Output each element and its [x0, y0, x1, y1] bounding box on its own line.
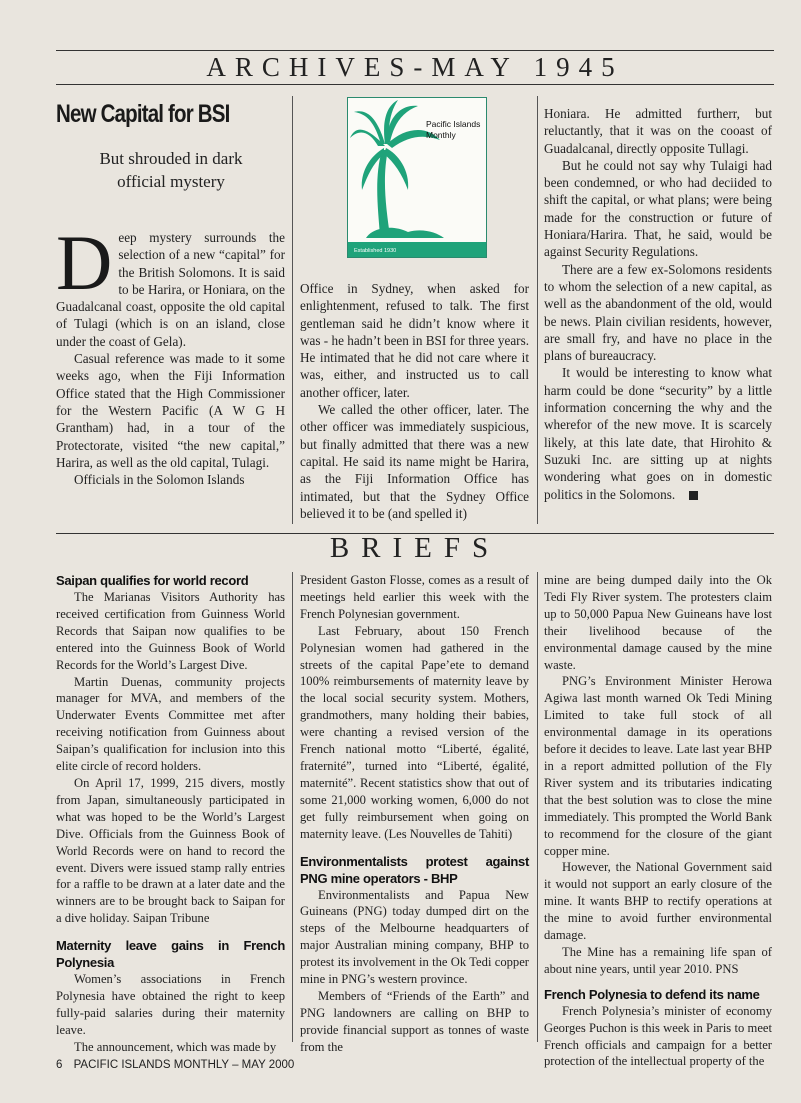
archive-paragraph: eep mystery surrounds the selection of a new “capital” for the British Solomons. It is said to be Harira, or Honiara, on the Guadalcanal coast, opposite the old capital of Tulagi (which is on an island, close under the coast of Gela). [56, 230, 285, 349]
deck-line-1: But shrouded in dark [99, 149, 243, 168]
article-headline: New Capital for BSI [56, 100, 230, 128]
logo-title-1: Pacific Islands [426, 119, 481, 129]
logo-established: Established 1930 [354, 248, 397, 254]
palm-tree-icon [348, 98, 486, 257]
archives-banner-rule [56, 84, 774, 85]
archive-paragraph: Honiara. He admitted furtherr, but reluctantly, that it was on the cooast of Guadalcanal, directly opposite Tullagi. [544, 106, 772, 156]
brief-heading: French Polynesia to defend its name [544, 986, 760, 1002]
brief-paragraph: Members of “Friends of the Earth” and PNG landowners are calling on BHP to provide financial support as tonnes of waste from the [300, 988, 529, 1054]
brief-paragraph: The Marianas Visitors Authority has received certification from Guinness World Records that Saipan now qualifies to be entered into the Guinness Book of World Records for the World’s Largest Dive. [56, 590, 285, 672]
briefs-column-3 [544, 572, 772, 1070]
brief-paragraph: The announcement, which was made by [74, 1039, 277, 1054]
brief-paragraph: President Gaston Flosse, comes as a result of meetings held earlier this week with the French Polynesian government. [300, 573, 529, 621]
end-of-article-mark [689, 491, 698, 500]
logo-title-2: Monthly [426, 130, 456, 140]
briefs-banner: BRIEFS [329, 532, 501, 564]
brief-paragraph: French Polynesia’s minister of economy Georges Puchon is this week in Paris to meet French officials and campaign for a better protection of the intellectual property of the [544, 1003, 772, 1069]
deck-line-2: official mystery [117, 172, 225, 191]
archives-banner: ARCHIVES-MAY 1945 [206, 52, 624, 82]
briefs-column-2 [300, 572, 529, 1056]
page-number: 6 [56, 1059, 63, 1071]
brief-paragraph: mine are being dumped daily into the Ok Tedi Fly River system. The protesters claim up to 50,000 Papua New Guineans have lost their livelihood because of the environmental damage caused by the mine waste. [544, 573, 772, 672]
archive-column-3 [544, 105, 772, 503]
archive-paragraph: But he could not say why Tulaigi had been condemned, or who had deciided to shift the capital, or what plans; were being made for the construction or future of Honiara/Harira. That, he said, would be against Security Regulations. [544, 157, 772, 260]
brief-heading: Environmentalists protest against PNG mine operators - BHP [300, 853, 529, 886]
brief-paragraph: Women’s associations in French Polynesia have obtained the right to keep fully-paid salaries during their maternity leave. [56, 972, 285, 1037]
pacific-islands-monthly-logo [347, 97, 487, 258]
brief-paragraph: Martin Duenas, community projects manager for MVA, and members of the Underwater Events Committee met after receiving notification from Guinness about Saipan’s qualification for inclusion into this elite circle of record holders. [56, 674, 285, 774]
archive-column-1 [56, 219, 285, 488]
footer-publication: PACIFIC ISLANDS MONTHLY – MAY 2000 [73, 1059, 295, 1071]
drop-cap: D [56, 219, 113, 306]
archive-paragraph [544, 364, 772, 502]
article-deck [56, 147, 286, 193]
brief-paragraph: The Mine has a remaining life span of about nine years, until year 2010. PNS [544, 944, 772, 976]
column-divider [292, 96, 293, 524]
column-divider [292, 572, 293, 1042]
brief-paragraph: Environmentalists and Papua New Guineans (PNG) today dumped dirt on the steps of the Melbourne headquarters of major Australian mining company, BHP to protest its involvement in the Ok Tedi copper mine in PNG’s western province. [300, 887, 529, 987]
archive-paragraph: Casual reference was made to it some weeks ago, when the Fiji Information Office stated that the High Commissioner for the Western Pacific (A W G H Grantham) had, in a tour of the Protectorate, visited “the new capital,” Harira, as well as the old capital, Tulagi. [56, 351, 285, 470]
archive-paragraph: Office in Sydney, when asked for enlightenment, refused to talk. The first gentleman said he didn’t know where it was - he hadn’t been in BSI for three years. He intimated that he did not care where it was, either, and instructed us to call another officer, later. [300, 281, 529, 400]
brief-paragraph: On April 17, 1999, 215 divers, mostly from Japan, simultaneously participated in what was hoped to be the World’s Largest Dive. Officials from the Guinness Book of World Records were on hand to record the event. Divers were issued stamp rally entries for a raffle to be drawn at a later date and the winners are to be brought back to Saipan for a dive holiday. Saipan Tribune [56, 775, 285, 926]
archive-paragraph-text: It would be interesting to know what harm could be done “security” by a little information concerning the why and the wherefor of the new move. It is scarcely likely, at this late date, that Hirohito & Suzuki Inc. are sitting up at nights wondering what goes on in domestic politics in the Solomons. [544, 365, 772, 502]
archive-paragraph: We called the other officer, later. The other officer was immediately suspicious, but finally admitted that there was a new capital. He said its name might be Harira, as the Fiji Information Office has intimated, but that the Sydney Office believed it to be (and spelled it) [300, 402, 529, 521]
archive-paragraph: There are a few ex-Solomons residents to whom the selection of a new capital, as well as the abandonment of the old, would be news. Plain civilian residents, however, are small fry, and have no place in the plans of bureaucracy. [544, 261, 772, 364]
column-divider [537, 572, 538, 1042]
archive-paragraph: Officials in the Solomon Islands [74, 472, 245, 488]
page-footer [56, 1059, 294, 1071]
brief-heading: Saipan qualifies for world record [56, 573, 249, 588]
top-rule [56, 50, 774, 51]
archive-column-2 [300, 280, 529, 522]
column-divider [537, 96, 538, 524]
brief-paragraph: However, the National Government said it would not support an early closure of the mine. It wants BHP to rectify operations at the mine to avoid further environmental damage. [544, 860, 772, 943]
brief-heading: Maternity leave gains in French Polynesia [56, 938, 285, 971]
briefs-column-1 [56, 572, 285, 1056]
brief-paragraph: PNG’s Environment Minister Herowa Agiwa last month warned Ok Tedi Mining Limited to take full stock of all environmental damage in its operations before it decides to leave. Late last year BHP in a report admitted pollution of the Fly River system and its tributaries indicating that the best solution was to close the mine immediately. This prompted the World Bank to recommend for the closure of the giant copper mine. [544, 674, 772, 858]
brief-paragraph: Last February, about 150 French Polynesian women had gathered in the streets of the capital Pape’ete to demand 100% reimbursements of maternity leave by the local social security system. Mothers, grandmothers, many holding their babies, were chanting a revised version of the French national motto “Liberté, égalité, fraternité”, turned into “Liberté, égalité, maternité”. Recent statistics show that out of some 21,000 working women, 6,000 do not get fully reimbursement when going on maternity leave. (Les Nouvelles de Tahiti) [300, 623, 529, 841]
